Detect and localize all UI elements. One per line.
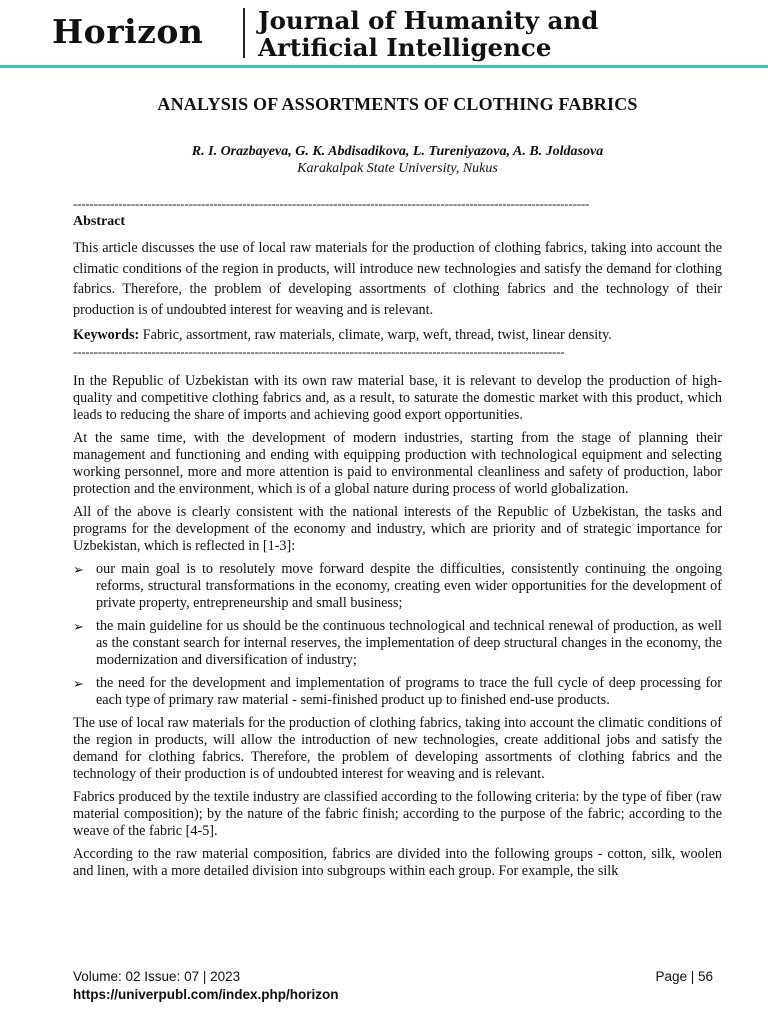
article-body [73, 96, 722, 886]
list-item-text: our main goal is to resolutely move forward despite the difficulties, consistently continuing the ongoing reforms, structural transformations in the economy, creating even wider opportunities for the development of private property, entrepreneurship and small business; [96, 561, 722, 611]
body-paragraph-1: In the Republic of Uzbekistan with its own raw material base, it is relevant to develop the production of high-quality and competitive clothing fabrics and, as a result, to saturate the domestic market with this product, which leads to reducing the share of imports and achieving good export opportunities. [73, 373, 722, 423]
journal-title-line-2: Artificial Intelligence [258, 33, 552, 62]
author-affiliation: Karakalpak State University, Nukus [297, 161, 498, 176]
body-paragraph-6: According to the raw material composition, fabrics are divided into the following groups - cotton, silk, woolen and linen, with a more detailed division into subgroups within each group. For example, the silk [73, 846, 722, 879]
journal-brand: Horizon [52, 12, 204, 51]
list-item [73, 618, 722, 669]
arrow-bullet-icon: ➢ [73, 562, 84, 577]
masthead-rule [0, 65, 768, 68]
author-list: R. I. Orazbayeva, G. K. Abdisadikova, L. Tureniyazova, A. B. Joldasova [191, 144, 604, 159]
body-paragraph-2: At the same time, with the development of modern industries, starting from the stage of planning their management and functioning and ending with equipping production with technological equipment and selecting working personnel, more and more attention is paid to environmental cleanliness and safety of production, labor protection and the environment, which is of a global nature during process of world globalization. [73, 430, 722, 497]
arrow-bullet-icon: ➢ [73, 676, 84, 691]
journal-title-line-1: Journal of Humanity and [258, 6, 599, 35]
arrow-bullet-icon: ➢ [73, 619, 84, 634]
separator-bottom: ----------------------------------------------------------------------------------------------------------------------- [73, 345, 565, 359]
body-paragraph-4: The use of local raw materials for the production of clothing fabrics, taking into account the climatic conditions of the region in products, will allow the introduction of new technologies, create additional jobs and satisfy the demand for clothing fabrics. Therefore, the problem of developing assortments of clothing fabrics and the technology of their production is of undoubted interest for weaving and is relevant. [73, 715, 722, 782]
list-item-text: the need for the development and implementation of programs to trace the full cycle of deep processing for each type of primary raw material - semi-finished product up to finished end-use products. [96, 675, 722, 708]
journal-masthead [0, 0, 768, 68]
body-paragraph-5: Fabrics produced by the textile industry are classified according to the following criteria: by the type of fiber (raw material composition); by the nature of the fabric finish; according to the purpose of the fabric; according to the weave of the fabric [4-5]. [73, 789, 722, 839]
goals-list [73, 561, 722, 709]
keywords [73, 327, 722, 344]
journal-url-link[interactable]: https://univerpubl.com/index.php/horizon [73, 987, 339, 1002]
abstract-text: This article discusses the use of local raw materials for the production of clothing fabrics, taking into account the climatic conditions of the region in products, will introduce new technologies and satisfy the demand for clothing fabrics. Therefore, the problem of developing assortments of clothing fabrics and the technology of their production is of undoubted interest for weaving and is relevant. [73, 240, 722, 318]
paper-title: ANALYSIS OF ASSORTMENTS OF CLOTHING FABRICS [157, 94, 638, 114]
body-paragraph-3: All of the above is clearly consistent with the national interests of the Republic of Uzbekistan, the tasks and programs for the development of the economy and industry, which are priority and of strategic importance for Uzbekistan, which is reflected in [1-3]: [73, 504, 722, 554]
journal-title [258, 7, 598, 61]
list-item [73, 561, 722, 612]
list-item-text: the main guideline for us should be the continuous technological and technical renewal of production, as well as the constant search for internal reserves, the implementation of deep structural changes in the economy, the modernization and diversification of industry; [96, 618, 722, 668]
keywords-label: Keywords: [73, 327, 140, 343]
brand-divider [243, 8, 245, 58]
list-item [73, 675, 722, 709]
keywords-text: Fabric, assortment, raw materials, climate, warp, weft, thread, twist, linear density. [142, 327, 612, 343]
abstract-heading: Abstract [73, 214, 126, 229]
volume-info: Volume: 02 Issue: 07 | 2023 [73, 969, 241, 984]
page-number: Page | 56 [655, 969, 713, 984]
separator-top: ----------------------------------------------------------------------------------------------------------------------------- [73, 197, 590, 211]
